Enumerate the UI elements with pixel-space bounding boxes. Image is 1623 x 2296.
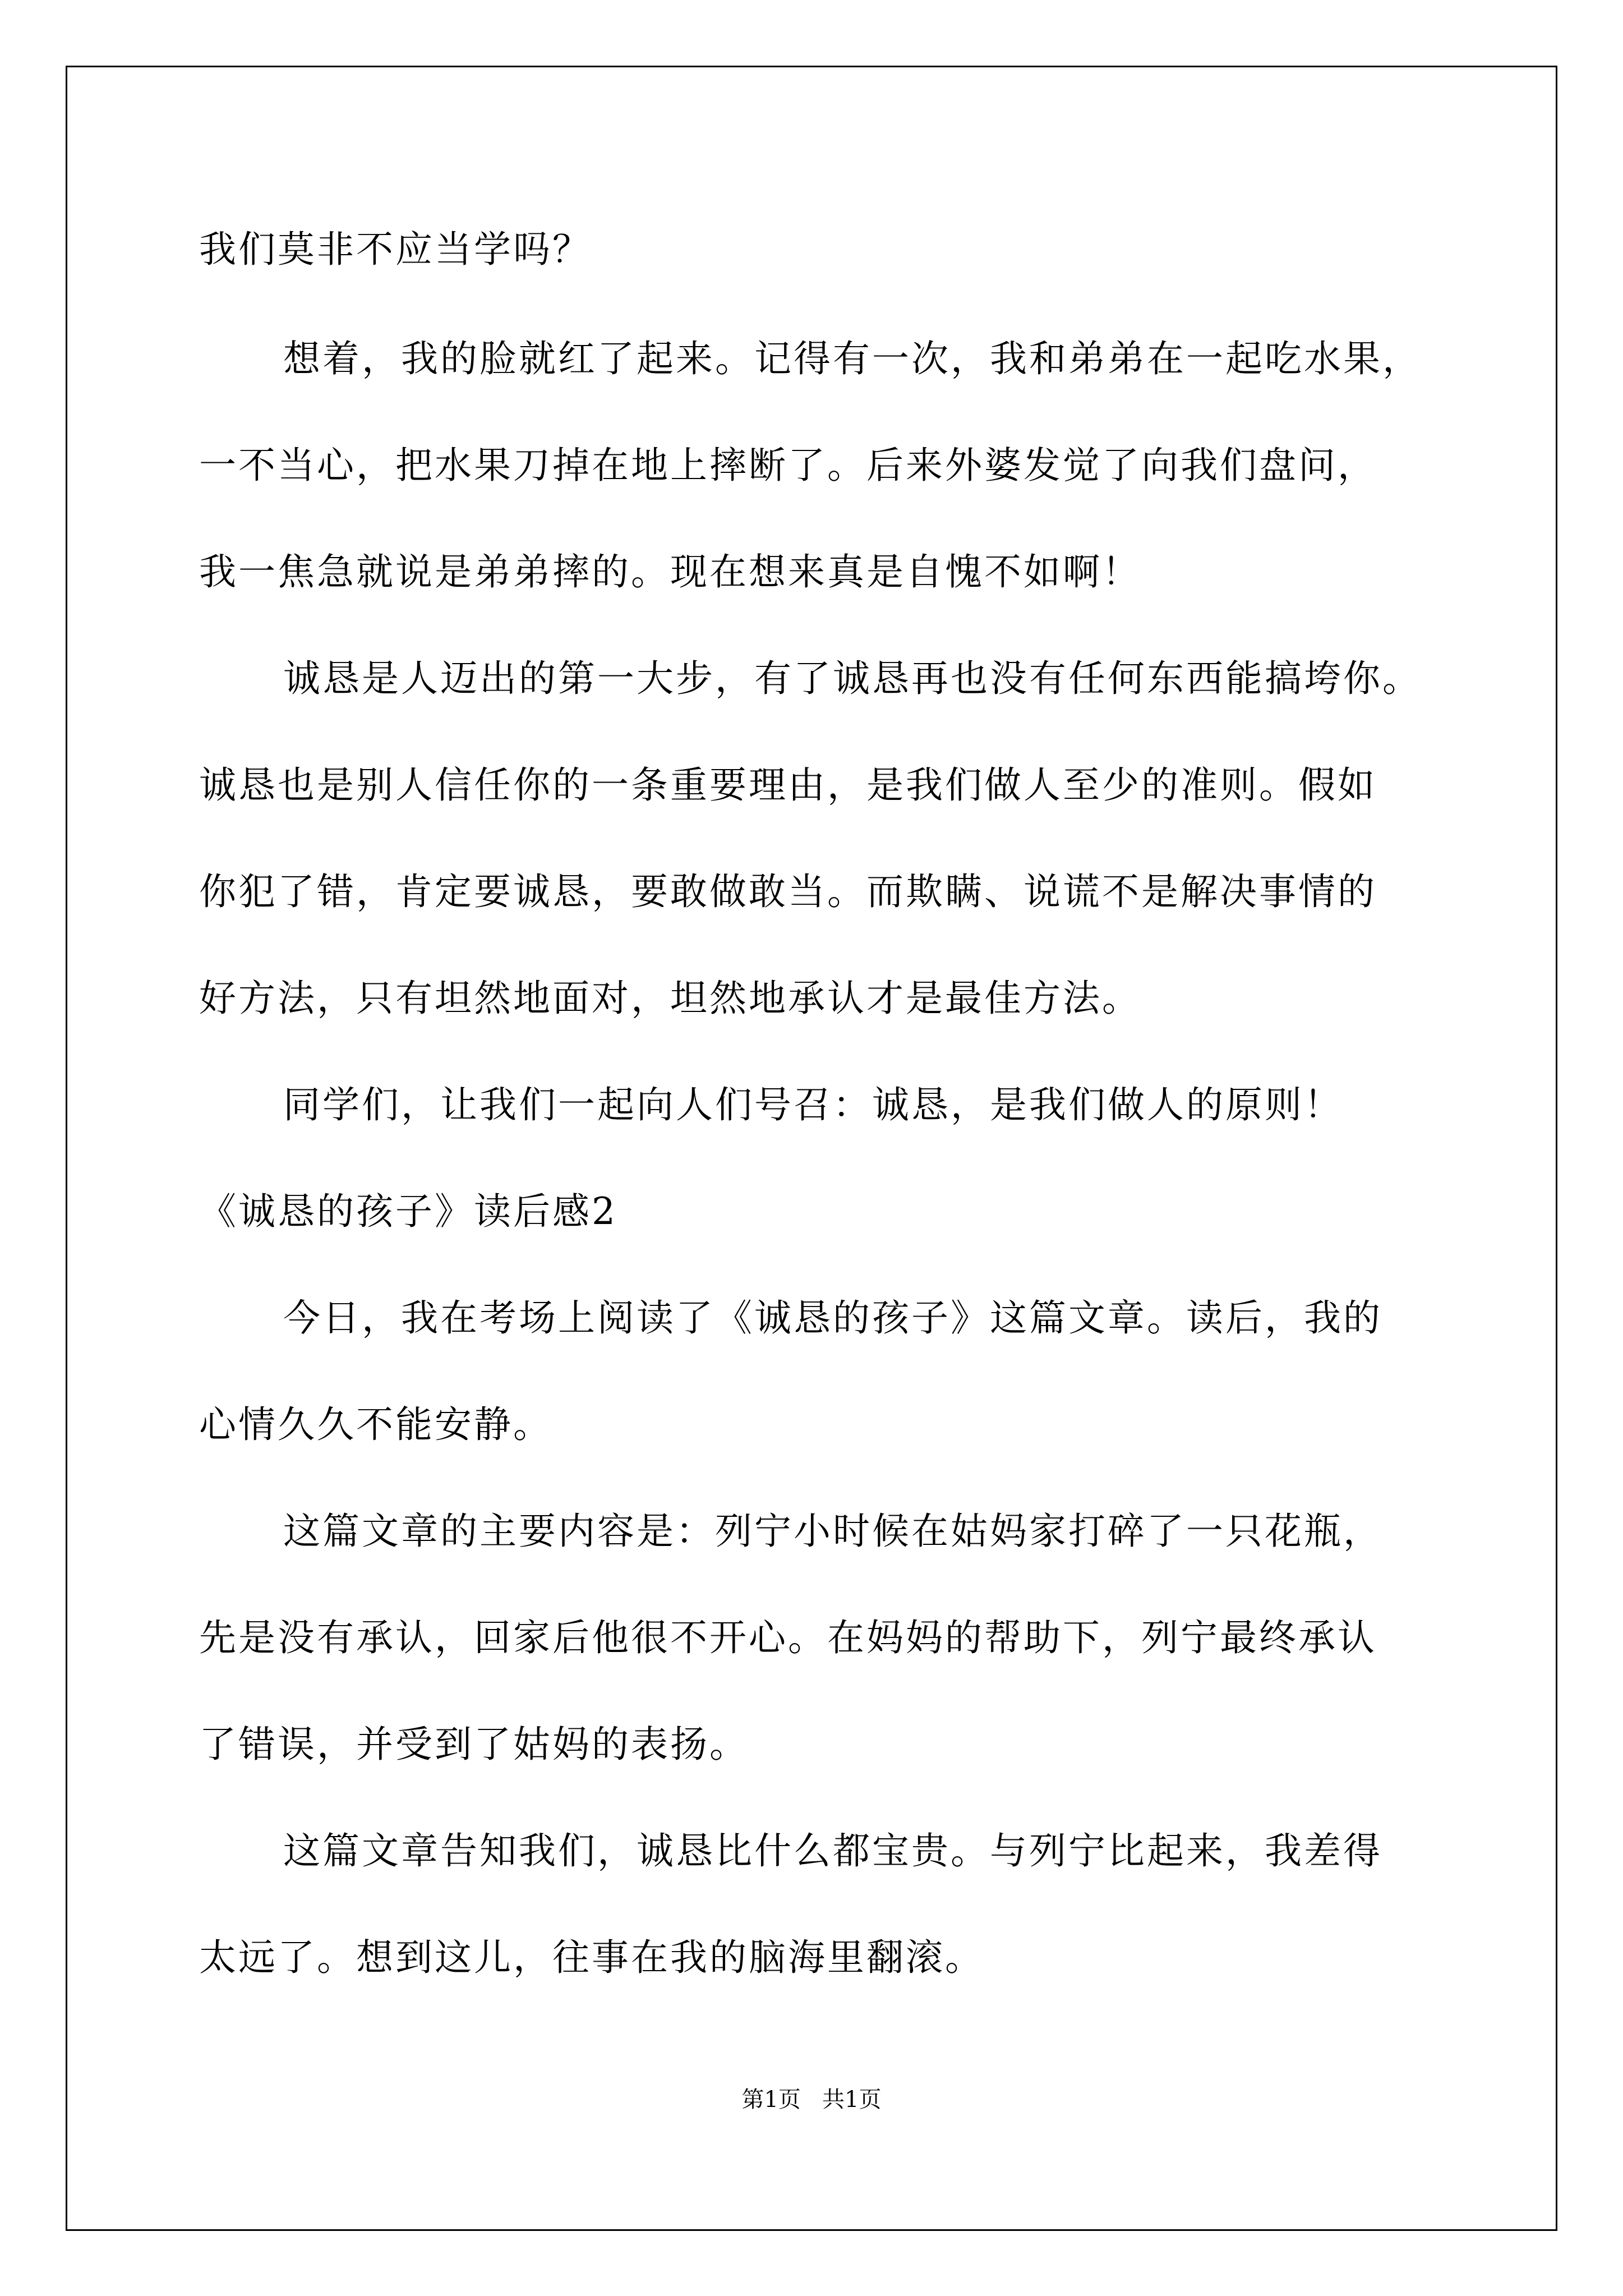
paragraph-start: 这篇文章的主要内容是：列宁小时候在姑妈家打碎了一只花瓶，	[283, 1510, 1382, 1553]
text-line: 好方法，只有坦然地面对，坦然地承认才是最佳方法。	[199, 977, 1141, 1020]
text-line: 太远了。想到这儿，往事在我的脑海里翻滚。	[199, 1936, 984, 1979]
text-line: 先是没有承认，回家后他很不开心。在妈妈的帮助下，列宁最终承认	[199, 1616, 1377, 1659]
text-line: 心情久久不能安静。	[199, 1403, 552, 1446]
paragraph-start: 同学们，让我们一起向人们号召：诚恳，是我们做人的原则！	[283, 1083, 1343, 1126]
paragraph-start: 今日，我在考场上阅读了《诚恳的孩子》这篇文章。读后，我的	[283, 1296, 1382, 1340]
page-number-footer: 第1页 共1页	[741, 2087, 882, 2113]
paragraph-start: 这篇文章告知我们，诚恳比什么都宝贵。与列宁比起来，我差得	[283, 1829, 1382, 1872]
paragraph-start: 诚恳是人迈出的第一大步，有了诚恳再也没有任何东西能搞垮你。	[283, 657, 1422, 700]
page-border	[66, 66, 1557, 2231]
text-line: 一不当心，把水果刀掉在地上摔断了。后来外婆发觉了向我们盘问，	[199, 444, 1377, 487]
text-line: 了错误，并受到了姑妈的表扬。	[199, 1723, 749, 1766]
text-line: 我一焦急就说是弟弟摔的。现在想来真是自愧不如啊！	[199, 550, 1141, 593]
text-line: 我们莫非不应当学吗？	[199, 228, 592, 271]
section-heading: 《诚恳的孩子》读后感2	[199, 1190, 617, 1233]
paragraph-start: 想着，我的脸就红了起来。记得有一次，我和弟弟在一起吃水果，	[283, 337, 1422, 380]
text-line: 你犯了错，肯定要诚恳，要敢做敢当。而欺瞒、说谎不是解决事情的	[199, 870, 1377, 913]
text-line: 诚恳也是别人信任你的一条重要理由，是我们做人至少的准则。假如	[199, 763, 1377, 807]
